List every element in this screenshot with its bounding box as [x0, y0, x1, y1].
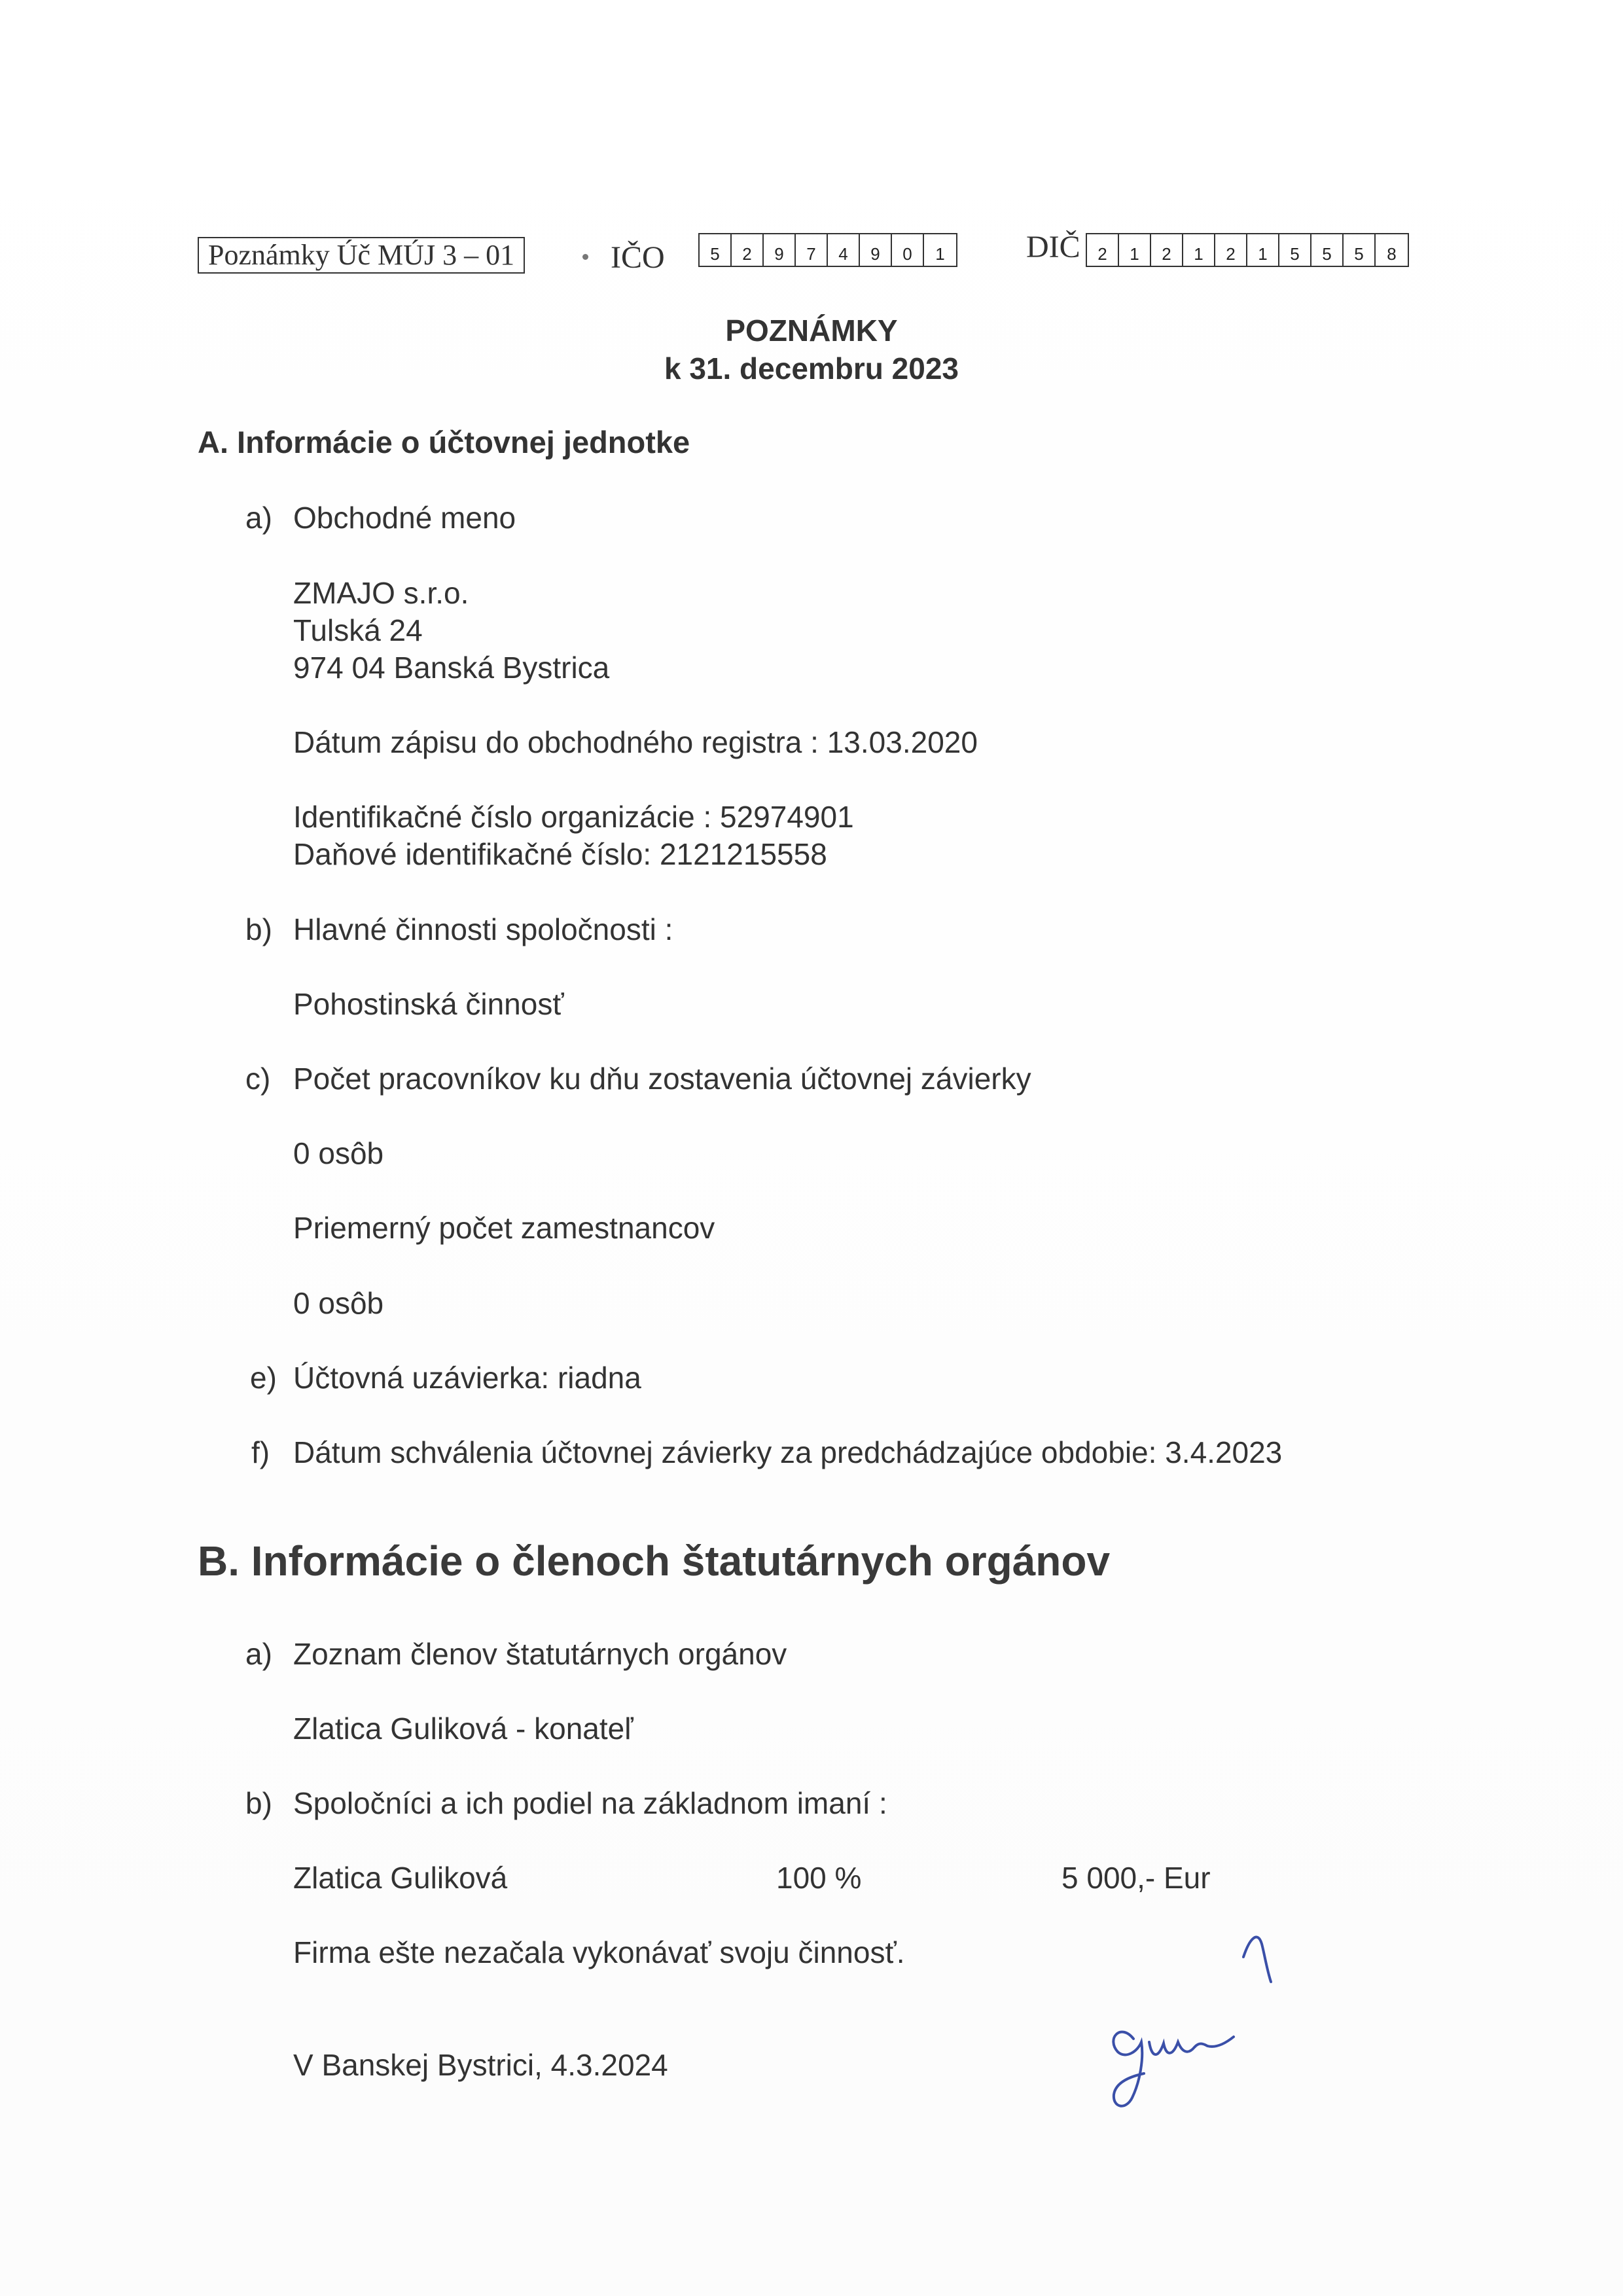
dic-digit: 2 — [1087, 234, 1119, 266]
partner-name: Zlatica Guliková — [293, 1861, 508, 1895]
average-employees: 0 osôb — [293, 1286, 384, 1320]
ico-digit: 9 — [764, 234, 796, 266]
statutory-member: Zlatica Guliková - konateľ — [293, 1712, 633, 1746]
page-title: POZNÁMKY — [725, 314, 898, 348]
ico-digit: 5 — [700, 234, 732, 266]
ico-digit: 0 — [892, 234, 924, 266]
dic-digit: 5 — [1279, 234, 1311, 266]
dic-label: DIČ — [1026, 230, 1080, 264]
closing-type: Účtovná uzávierka: riadna — [293, 1361, 641, 1395]
activity-note: Firma ešte nezačala vykonávať svoju činnosť. — [293, 1935, 905, 1969]
company-city: 974 04 Banská Bystrica — [293, 651, 610, 685]
item-label: a) — [245, 501, 272, 535]
item-label: c) — [245, 1062, 271, 1096]
partner-share: 100 % — [776, 1861, 862, 1895]
average-employees-label: Priemerný počet zamestnancov — [293, 1211, 715, 1245]
item-label: b) — [245, 912, 272, 946]
business-name-label: Obchodné meno — [293, 501, 516, 535]
ico-label: IČO — [611, 240, 665, 275]
dic-digit: 5 — [1344, 234, 1376, 266]
company-street: Tulská 24 — [293, 613, 423, 647]
worker-count: 0 osôb — [293, 1136, 384, 1170]
place-and-date: V Banskej Bystrici, 4.3.2024 — [293, 2048, 668, 2082]
ico-digit: 9 — [860, 234, 892, 266]
main-activities-label: Hlavné činnosti spoločnosti : — [293, 912, 673, 946]
item-label: a) — [245, 1637, 272, 1671]
dic-digit: 2 — [1151, 234, 1183, 266]
ico-digit: 4 — [828, 234, 860, 266]
dic-digit-boxes — [1086, 233, 1409, 267]
form-id-box: Poznámky Úč MÚJ 3 – 01 — [198, 237, 525, 274]
dic-digit: 1 — [1247, 234, 1279, 266]
section-b-heading: B. Informácie o členoch štatutárnych orgánov — [198, 1537, 1111, 1585]
dic-digit: 1 — [1183, 234, 1215, 266]
worker-count-label: Počet pracovníkov ku dňu zostavenia účtovnej závierky — [293, 1062, 1031, 1096]
ico-digit-boxes — [698, 233, 957, 267]
approval-date: Dátum schválenia účtovnej závierky za predchádzajúce obdobie: 3.4.2023 — [293, 1435, 1283, 1469]
partners-label: Spoločníci a ich podiel na základnom imaní : — [293, 1786, 887, 1820]
company-name: ZMAJO s.r.o. — [293, 576, 469, 610]
ico-digit: 1 — [935, 244, 945, 264]
item-label: e) — [250, 1361, 277, 1395]
main-activity: Pohostinská činnosť — [293, 987, 564, 1021]
dic-line: Daňové identifikačné číslo: 2121215558 — [293, 837, 827, 871]
dic-digit: 2 — [1215, 234, 1247, 266]
section-a-heading: A. Informácie o účtovnej jednotke — [198, 425, 690, 459]
dic-digit: 8 — [1387, 244, 1397, 264]
scan-speck — [582, 254, 588, 260]
signature-icon — [1086, 1918, 1296, 2127]
item-label: b) — [245, 1786, 272, 1820]
ico-line: Identifikačné číslo organizácie : 52974901 — [293, 800, 854, 834]
ico-digit: 2 — [732, 234, 764, 266]
statutory-members-label: Zoznam členov štatutárnych orgánov — [293, 1637, 787, 1671]
ico-digit: 7 — [796, 234, 828, 266]
partner-capital: 5 000,- Eur — [1061, 1861, 1211, 1895]
item-label: f) — [251, 1435, 270, 1469]
dic-digit: 5 — [1311, 234, 1344, 266]
page-subtitle: k 31. decembru 2023 — [664, 351, 959, 386]
dic-digit: 1 — [1119, 234, 1151, 266]
registration-date: Dátum zápisu do obchodného registra : 13.03.2020 — [293, 725, 978, 759]
